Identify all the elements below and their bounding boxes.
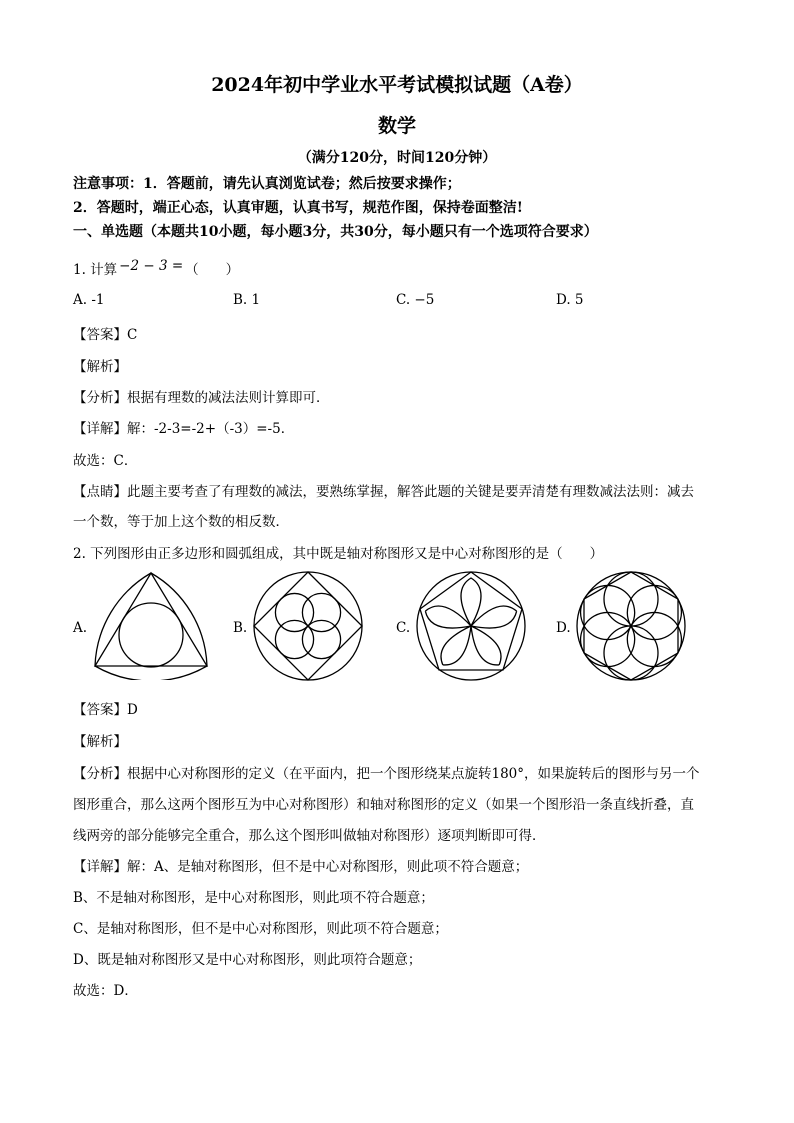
q1-choice: 故选：C． (73, 453, 138, 469)
q2-fenxi-tag: 【分析】 (73, 766, 127, 782)
q1-dianjing-line (73, 480, 694, 500)
q2-xiangjie-line (73, 855, 528, 875)
q2-figure-a (86, 570, 216, 680)
q2-figure-c (415, 570, 527, 682)
q1-dianjing-text-1: 此题主要考查了有理数的减法，要熟练掌握，解答此题的关键是要弄清楚有理数减法法则：减去 (127, 484, 694, 500)
q1-fenxi-tag: 【分析】 (73, 390, 127, 406)
q2-label-a: A. (73, 620, 88, 636)
q2-fenxi-line-1 (73, 762, 700, 782)
q1-xiangjie-line (73, 417, 294, 437)
q2-answer-line (73, 698, 138, 718)
subject-title: 数学 (377, 115, 416, 137)
q1-dianjing-tag: 【点睛】 (73, 484, 127, 500)
q1-fenxi-text: 根据有理数的减法法则计算即可． (127, 390, 330, 406)
q1-stem (73, 258, 239, 278)
q1-xiangjie-tag: 【详解】 (73, 421, 127, 437)
q1-xiangjie-text: 解：-2-3=-2+（-3）=-5． (127, 421, 295, 437)
q2-xiangjie-d: D、既是轴对称图形又是中心对称图形，则此项符合题意； (73, 952, 422, 968)
q1-stem-prefix: 1. 计算 (73, 262, 118, 278)
notes-line-1: 注意事项：1．答题前，请先认真浏览试卷；然后按要求操作； (73, 176, 461, 192)
exam-title: 2024年初中学业水平考试模拟试题（A卷） (211, 74, 583, 96)
q1-option-c: C. −5 (396, 292, 435, 308)
q2-analysis-tag: 【解析】 (73, 734, 127, 750)
q1-stem-suffix: （ ） (185, 262, 240, 278)
q2-figure-d (575, 570, 687, 682)
section-1-heading: 一、单选题（本题共10小题，每小题3分，共30分，每小题只有一个选项符合要求） (73, 224, 598, 240)
q2-fenxi-text-3: 线两旁的部分能够完全重合，那么这个图形叫做轴对称图形）逐项判断即可得． (73, 828, 546, 844)
q1-analysis-tag: 【解析】 (73, 359, 127, 375)
q1-dianjing-text-2: 一个数，等于加上这个数的相反数． (73, 514, 289, 530)
q2-stem: 2. 下列图形由正多边形和圆弧组成，其中既是轴对称图形又是中心对称图形的是（ ） (73, 546, 604, 562)
q1-option-b: B. 1 (233, 292, 261, 308)
q2-answer-tag: 【答案】 (73, 702, 127, 718)
q1-option-d: D. 5 (556, 292, 584, 308)
score-time-note: （满分120分，时间120分钟） (297, 150, 497, 166)
notes-line-2: 2．答题时，端正心态，认真审题，认真书写，规范作图，保持卷面整洁! (73, 200, 523, 216)
q2-label-d: D. (556, 620, 571, 636)
q2-xiangjie-tag: 【详解】 (73, 859, 127, 875)
q2-choice: 故选：D． (73, 983, 138, 999)
q2-fenxi-text-2: 图形重合，那么这两个图形互为中心对称图形）和轴对称图形的定义（如果一个图形沿一条直线折叠，直 (73, 797, 694, 813)
q2-answer: D (127, 702, 138, 718)
q1-answer: C (127, 327, 138, 343)
q2-xiangjie-a: 解：A、是轴对称图形，但不是中心对称图形，则此项不符合题意； (127, 859, 529, 875)
q2-xiangjie-b: B、不是轴对称图形，是中心对称图形，则此项不符合题意； (73, 890, 434, 906)
q1-answer-tag: 【答案】 (73, 327, 127, 343)
q2-figure-b (252, 570, 364, 682)
q2-label-b: B. (233, 620, 248, 636)
q1-expression: −2 − 3 = (119, 258, 184, 274)
q1-answer-line (73, 323, 137, 343)
q2-fenxi-text-1: 根据中心对称图形的定义（在平面内，把一个图形绕某点旋转180°，如果旋转后的图形与另一个 (127, 766, 700, 782)
q2-label-c: C. (396, 620, 411, 636)
q1-fenxi-line (73, 386, 330, 406)
q1-option-a: A. -1 (73, 292, 105, 308)
q2-xiangjie-c: C、是轴对称图形，但不是中心对称图形，则此项不符合题意； (73, 921, 448, 937)
